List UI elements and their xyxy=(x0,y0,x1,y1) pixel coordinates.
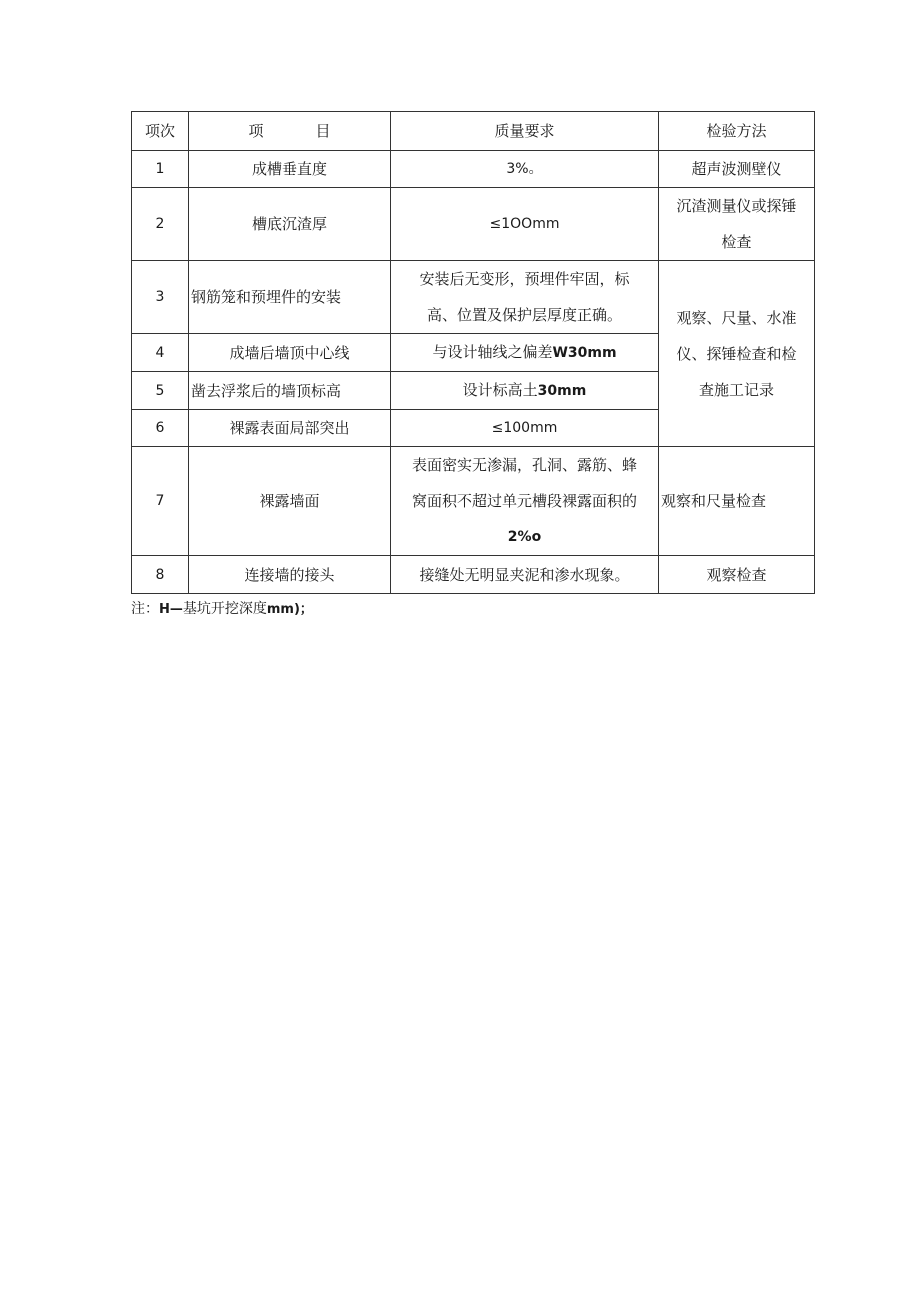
table-row xyxy=(132,261,815,334)
row-index: 5 xyxy=(132,372,189,410)
row-index: 2 xyxy=(132,188,189,261)
header-quality: 质量要求 xyxy=(391,112,659,151)
table-row xyxy=(132,447,815,556)
row-item: 凿去浮浆后的墙顶标高 xyxy=(189,372,391,410)
header-item-part2: 目 xyxy=(315,122,331,140)
row-method: 观察和尺量检查 xyxy=(659,447,815,556)
row-quality-value: 30mm xyxy=(537,383,587,399)
row-item: 槽底沉渣厚 xyxy=(189,188,391,261)
row-item: 连接墙的接头 xyxy=(189,556,391,594)
row-method-merged xyxy=(659,261,815,447)
row-quality: 3%。 xyxy=(391,151,659,188)
row-quality: ≤1OOmm xyxy=(391,188,659,261)
row-index: 6 xyxy=(132,410,189,447)
row-method-line: 仪、探锤检查和检 xyxy=(676,344,797,363)
row-quality-line: 高、位置及保护层厚度正确。 xyxy=(426,306,622,324)
footnote-prefix: 注： xyxy=(131,601,159,617)
table-header-row xyxy=(132,112,815,151)
row-item: 钢筋笼和预埋件的安装 xyxy=(189,261,391,334)
row-method: 观察检查 xyxy=(659,556,815,594)
row-item: 裸露表面局部突出 xyxy=(189,410,391,447)
row-quality-line: 表面密实无渗漏，孔洞、露筋、蜂 xyxy=(411,456,637,474)
table-row xyxy=(132,151,815,188)
header-item-part1: 项 xyxy=(248,122,264,140)
row-method-line: 观察、尺量、水准 xyxy=(676,308,797,327)
header-method: 检验方法 xyxy=(659,112,815,151)
row-method-line: 沉渣测量仪或探锤 xyxy=(676,197,797,215)
row-method: 超声波测壁仪 xyxy=(659,151,815,188)
row-index: 1 xyxy=(132,151,189,188)
row-index: 3 xyxy=(132,261,189,334)
footnote-symbol: H— xyxy=(159,602,183,617)
header-index: 项次 xyxy=(132,112,189,151)
row-quality-value: W30mm xyxy=(552,345,617,361)
row-index: 7 xyxy=(132,447,189,556)
row-quality-line: 安装后无变形，预埋件牢固，标 xyxy=(419,270,630,288)
row-item: 成槽垂直度 xyxy=(189,151,391,188)
row-item: 裸露墙面 xyxy=(189,447,391,556)
header-item xyxy=(189,112,391,151)
row-method-line: 检查 xyxy=(721,233,752,251)
table-row xyxy=(132,556,815,594)
row-index: 8 xyxy=(132,556,189,594)
row-quality: ≤100mm xyxy=(391,410,659,447)
table-footnote xyxy=(131,598,313,621)
row-index: 4 xyxy=(132,334,189,372)
footnote-text: 基坑开挖深度 xyxy=(182,601,267,617)
row-method-line: 查施工记录 xyxy=(698,380,774,399)
row-method xyxy=(659,188,815,261)
row-quality xyxy=(391,372,659,410)
quality-spec-table xyxy=(131,111,815,594)
row-quality: 接缝处无明显夹泥和渗水现象。 xyxy=(391,556,659,594)
footnote-suffix: mm)； xyxy=(266,602,313,617)
row-quality xyxy=(391,261,659,334)
row-quality-line: 窝面积不超过单元槽段裸露面积的 xyxy=(411,492,637,510)
row-quality xyxy=(391,447,659,556)
row-quality-text: 设计标高土 xyxy=(462,381,538,399)
table-row xyxy=(132,188,815,261)
row-quality-text: 与设计轴线之偏差 xyxy=(432,343,553,361)
row-quality-line: 2%o xyxy=(507,529,542,545)
row-quality xyxy=(391,334,659,372)
row-item: 成墙后墙顶中心线 xyxy=(189,334,391,372)
